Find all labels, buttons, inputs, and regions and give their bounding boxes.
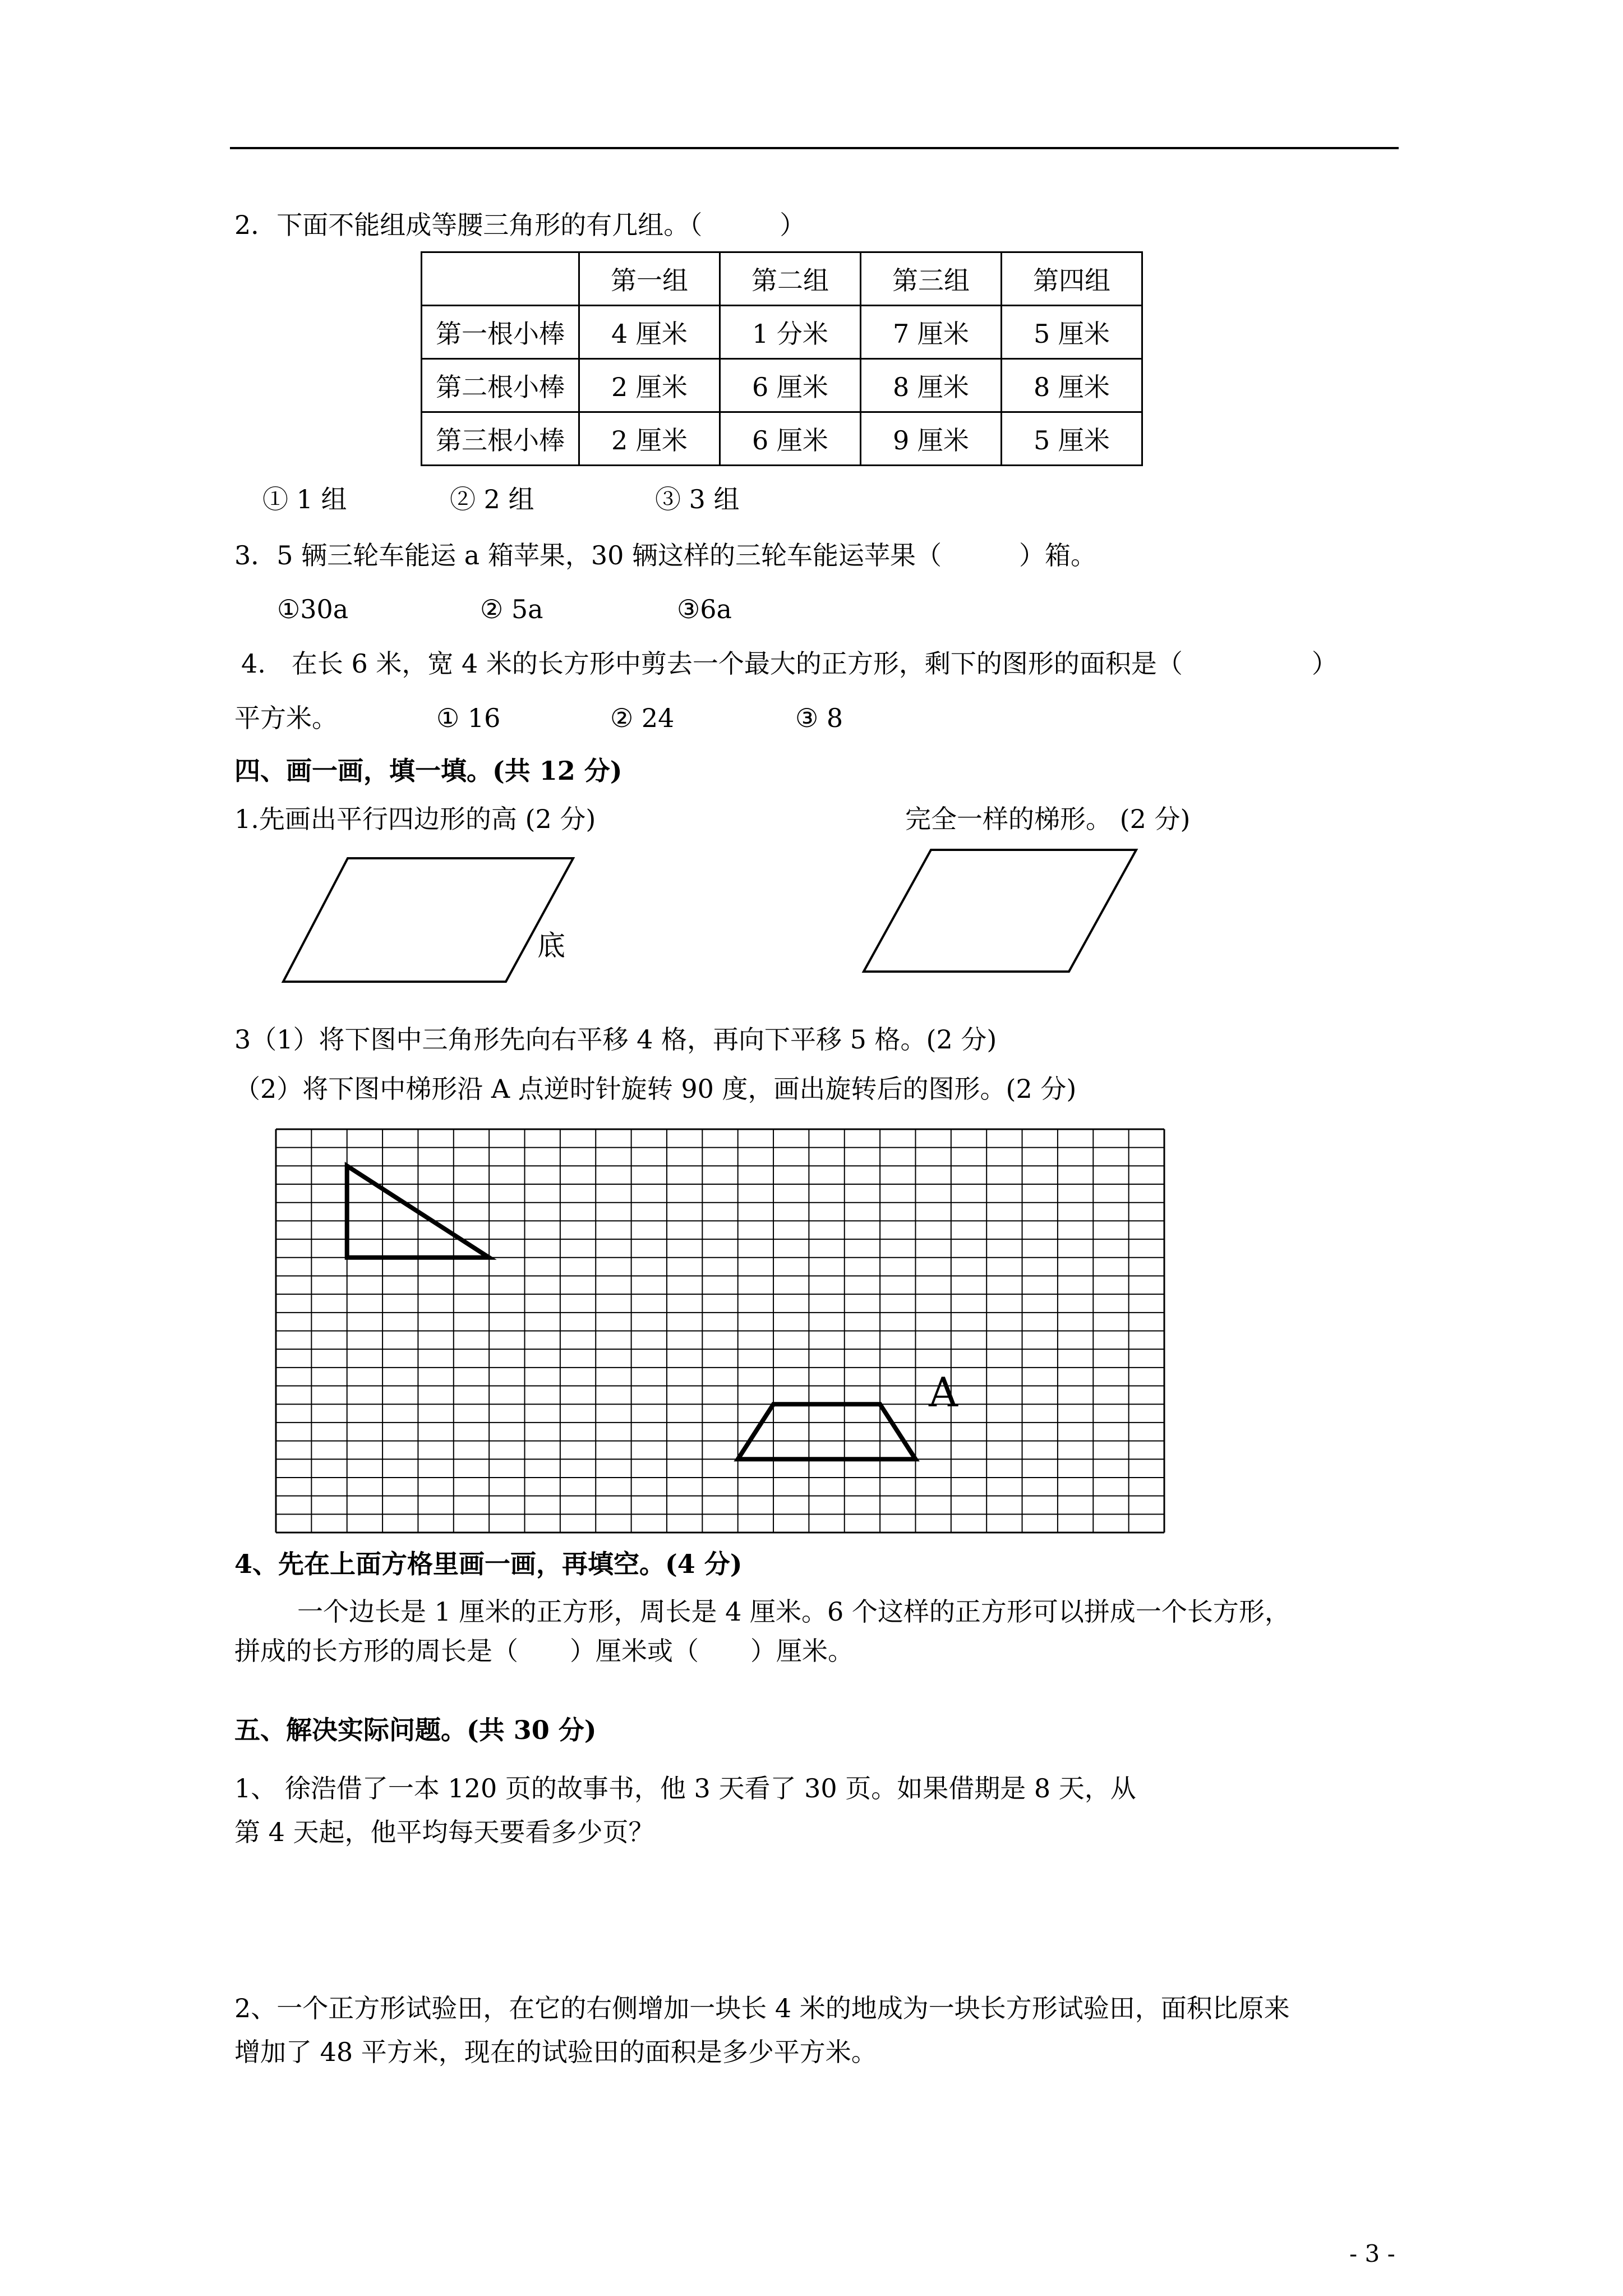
q2-option-1: ① 1 组 xyxy=(262,484,347,514)
section4-item3a: 3（1）将下图中三角形先向右平移 4 格，再向下平移 5 格。(2 分) xyxy=(234,1024,997,1055)
parallelogram-right xyxy=(864,850,1136,972)
table-header-group2: 第二组 xyxy=(720,252,861,306)
parallelogram-left xyxy=(283,858,573,982)
table-cell: 5 厘米 xyxy=(1002,306,1142,359)
table-cell: 2 厘米 xyxy=(579,359,720,412)
sticks-table xyxy=(421,251,1143,466)
table-cell: 9 厘米 xyxy=(861,412,1002,466)
table-cell: 第一根小棒 xyxy=(422,306,579,359)
table-cell: 6 厘米 xyxy=(720,359,861,412)
table-cell: 6 厘米 xyxy=(720,412,861,466)
q4-continuation: 平方米。 xyxy=(234,703,338,733)
table-row xyxy=(422,252,1142,306)
section5-title: 五、解决实际问题。(共 30 分) xyxy=(234,1715,597,1745)
table-cell: 4 厘米 xyxy=(579,306,720,359)
table-cell: 8 厘米 xyxy=(1002,359,1142,412)
page-number: - 3 - xyxy=(1349,2240,1395,2267)
table-header-group1: 第一组 xyxy=(579,252,720,306)
table-row xyxy=(422,306,1142,359)
problem2-line2: 增加了 48 平方米，现在的试验田的面积是多少平方米。 xyxy=(234,2037,877,2067)
section4-item2: 完全一样的梯形。 (2 分) xyxy=(905,804,1191,834)
point-a-label: A xyxy=(929,1369,958,1416)
q3-option-2: ② 5a xyxy=(480,594,543,624)
section4-item4-title: 4、先在上面方格里画一画，再填空。(4 分) xyxy=(234,1549,743,1579)
section4-item3b: （2）将下图中梯形沿 A 点逆时针旋转 90 度，画出旋转后的图形。(2 分) xyxy=(234,1074,1077,1104)
header-rule xyxy=(230,147,1399,149)
problem1-line1: 1、 徐浩借了一本 120 页的故事书，他 3 天看了 30 页。如果借期是 8 天，从 xyxy=(234,1773,1136,1803)
grid-lines xyxy=(276,1129,1164,1533)
section4-item1: 1.先画出平行四边形的高 (2 分) xyxy=(234,804,596,834)
q4-option-2: ② 24 xyxy=(610,703,675,733)
table-cell: 2 厘米 xyxy=(579,412,720,466)
table-header-blank xyxy=(422,252,579,306)
problem2-line1: 2、一个正方形试验田，在它的右侧增加一块长 4 米的地成为一块长方形试验田，面积比原来 xyxy=(234,1993,1290,2023)
section4-item4-line1: 一个边长是 1 厘米的正方形，周长是 4 厘米。6 个这样的正方形可以拼成一个长方形， xyxy=(297,1596,1290,1627)
q4-stem: 4. 在长 6 米，宽 4 米的长方形中剪去一个最大的正方形，剩下的图形的面积是（ ） xyxy=(241,648,1338,679)
q3-stem: 3．5 辆三轮车能运 a 箱苹果，30 辆这样的三轮车能运苹果（ ）箱。 xyxy=(234,540,1096,570)
problem1-line2: 第 4 天起，他平均每天要看多少页？ xyxy=(234,1817,654,1847)
section4-title: 四、画一画，填一填。(共 12 分) xyxy=(234,756,623,786)
table-cell: 8 厘米 xyxy=(861,359,1002,412)
q2-option-3: ③ 3 组 xyxy=(655,484,740,514)
table-header-group4: 第四组 xyxy=(1002,252,1142,306)
q3-option-3: ③6a xyxy=(677,594,732,624)
table-row xyxy=(422,359,1142,412)
q4-option-1: ① 16 xyxy=(436,703,501,733)
table-cell: 第三根小棒 xyxy=(422,412,579,466)
q4-option-3: ③ 8 xyxy=(795,703,843,733)
base-label: 底 xyxy=(537,930,565,962)
table-cell: 5 厘米 xyxy=(1002,412,1142,466)
table-header-group3: 第三组 xyxy=(861,252,1002,306)
grid-triangle xyxy=(347,1166,489,1257)
q2-option-2: ② 2 组 xyxy=(450,484,534,514)
section4-item4-line2: 拼成的长方形的周长是（ ）厘米或（ ）厘米。 xyxy=(234,1636,854,1666)
table-cell: 7 厘米 xyxy=(861,306,1002,359)
table-row xyxy=(422,412,1142,466)
grid-trapezoid xyxy=(738,1404,916,1459)
q2-stem: 2．下面不能组成等腰三角形的有几组。（ ） xyxy=(234,210,806,240)
q3-option-1: ①30a xyxy=(277,594,349,624)
table-cell: 1 分米 xyxy=(720,306,861,359)
table-cell: 第二根小棒 xyxy=(422,359,579,412)
